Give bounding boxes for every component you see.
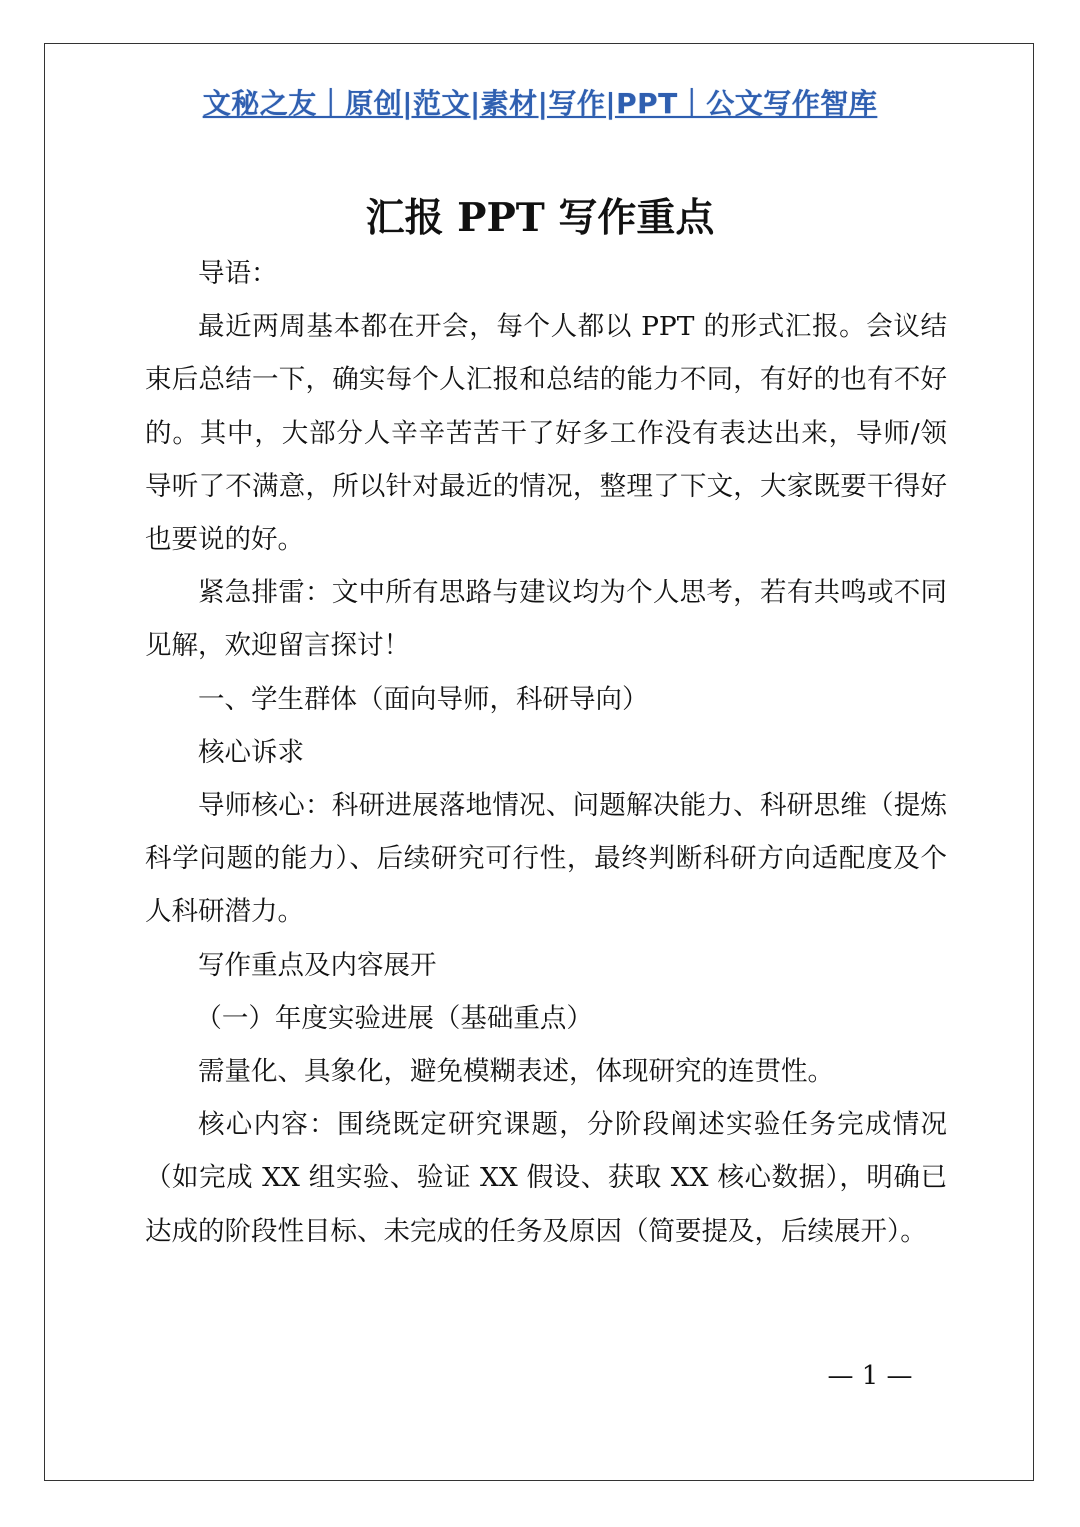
subsection-heading: 写作重点及内容展开 bbox=[198, 949, 437, 981]
numbered-heading: （一）年度实验进展（基础重点） bbox=[195, 1002, 593, 1034]
intro-paragraph: 最近两周基本都在开会，每个人都以 PPT 的形式汇报。会议结束后总结一下，确实每个人汇报和总结的能力不同，有好的也有不好的。其中，大部分人辛辛苦苦干了好多工作没有表达出来，导师/领导听了不满意，所以针对最近的情况，整理了下文，大家既要干得好也要说的好。 bbox=[145, 311, 947, 556]
intro-label: 导语： bbox=[198, 258, 278, 289]
page-number: — 1 — bbox=[827, 1361, 913, 1391]
subsection-heading: 核心诉求 bbox=[198, 736, 304, 768]
disclaimer-paragraph: 紧急排雷：文中所有思路与建议均为个人思考，若有共鸣或不同见解，欢迎留言探讨！ bbox=[145, 577, 947, 662]
header-banner bbox=[0, 84, 1080, 124]
document-body bbox=[145, 247, 947, 1258]
section-heading: 一、学生群体（面向导师，科研导向） bbox=[198, 683, 649, 715]
document-title: 汇报 PPT 写作重点 bbox=[365, 195, 715, 241]
header-banner-text: 文秘之友｜原创|范文|素材|写作|PPT｜公文写作智库 bbox=[202, 87, 878, 120]
core-content-paragraph: 核心内容：围绕既定研究课题，分阶段阐述实验任务完成情况（如完成 XX 组实验、验证 XX 假设、获取 XX 核心数据），明确已达成的阶段性目标、未完成的任务及原因（简要提及，后续展开）。 bbox=[145, 1109, 947, 1247]
advisor-focus-paragraph: 导师核心：科研进展落地情况、问题解决能力、科研思维（提炼科学问题的能力）、后续研究可行性，最终判断科研方向适配度及个人科研潜力。 bbox=[145, 790, 947, 928]
requirement-paragraph: 需量化、具象化，避免模糊表述，体现研究的连贯性。 bbox=[198, 1056, 834, 1088]
